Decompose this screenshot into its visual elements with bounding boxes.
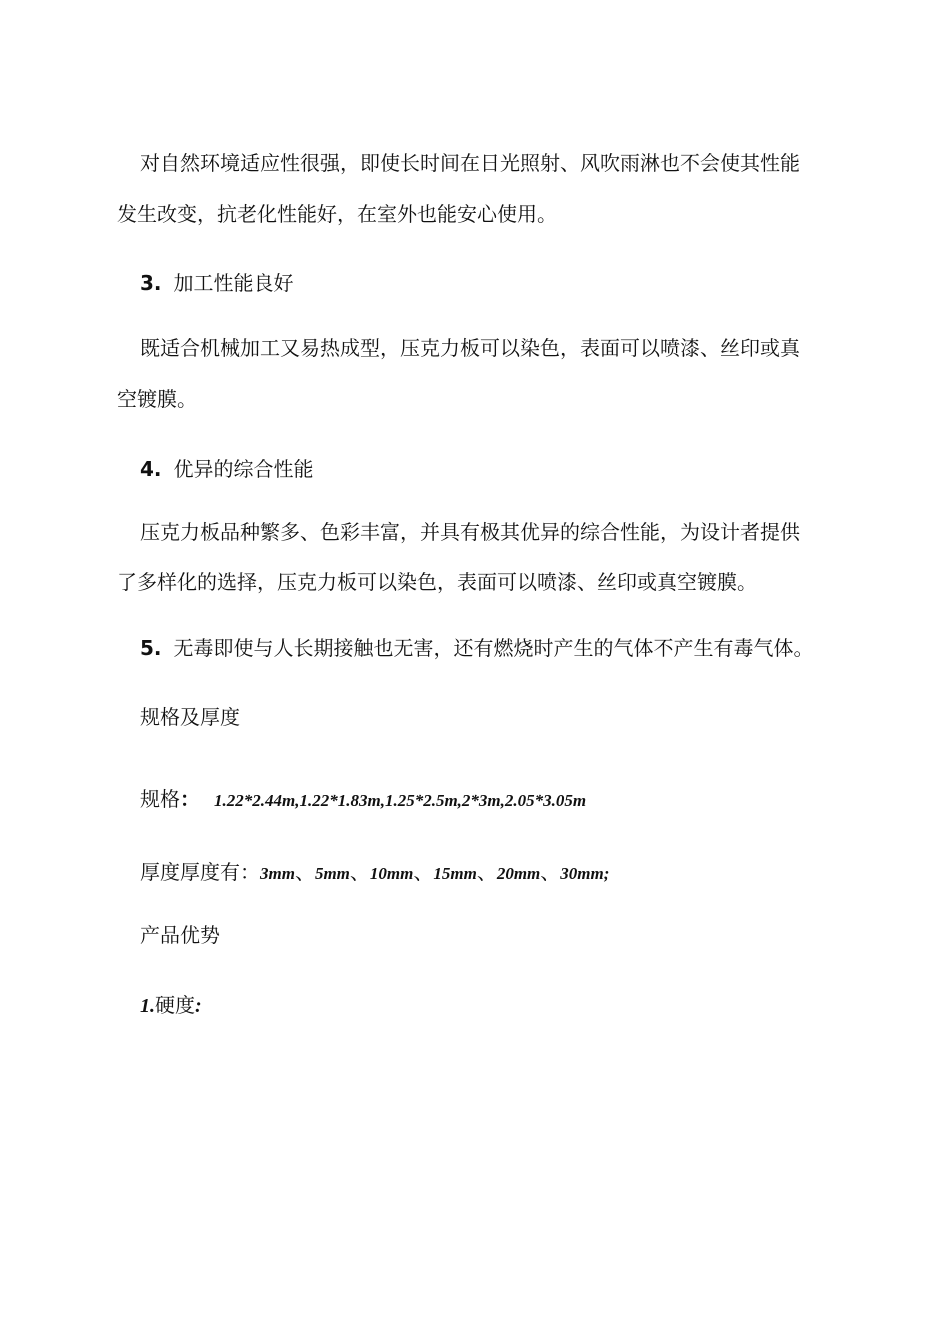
- section-5-number: 5.: [140, 636, 162, 660]
- section-3-heading: [0, 269, 950, 297]
- section-4-heading: [0, 455, 950, 483]
- spec-value: 1.22*2.44m,1.22*1.83m,1.25*2.5m,2*3m,2.05*3.05m: [214, 791, 587, 810]
- section-3-line-1: 既适合机械加工又易热成型，压克力板可以染色，表面可以喷漆、丝印或真: [140, 336, 800, 360]
- thickness-value: 3mm: [260, 864, 295, 883]
- section-4-line-2: 了多样化的选择，压克力板可以染色，表面可以喷漆、丝印或真空镀膜。: [117, 570, 757, 594]
- thickness-value: 30mm: [560, 864, 604, 883]
- section-4-number: 4.: [140, 457, 162, 481]
- section-5-line: [0, 634, 950, 662]
- hardness-colon: :: [195, 995, 202, 1017]
- thickness-separator: 、: [349, 860, 370, 884]
- section-3-number: 3.: [140, 271, 162, 295]
- section-4-line-1: 压克力板品种繁多、色彩丰富，并具有极其优异的综合性能，为设计者提供: [140, 520, 800, 544]
- thickness-line: [0, 858, 950, 888]
- section-5-text: 无毒即使与人长期接触也无害，还有燃烧时产生的气体不产生有毒气体。: [173, 636, 814, 660]
- thickness-separator: 、: [294, 860, 315, 884]
- hardness-label: 硬度: [155, 993, 195, 1017]
- specs-heading: 规格及厚度: [140, 705, 240, 729]
- hardness-heading: [0, 991, 950, 1020]
- thickness-label: 厚度厚度有：: [140, 860, 260, 884]
- section-3-title: 加工性能良好: [173, 271, 294, 295]
- thickness-separator: 、: [540, 860, 561, 884]
- spec-colon: ：: [180, 787, 200, 811]
- hardness-number: 1.: [140, 995, 155, 1017]
- paragraph-1-line-1: 对自然环境适应性很强，即使长时间在日光照射、风吹雨淋也不会使其性能: [140, 151, 800, 175]
- paragraph-1-line-2: 发生改变，抗老化性能好，在室外也能安心使用。: [117, 202, 557, 226]
- spec-label: 规格: [140, 787, 180, 811]
- thickness-separator: 、: [413, 860, 434, 884]
- section-3-line-2: 空镀膜。: [117, 387, 197, 411]
- advantages-heading: 产品优势: [140, 923, 220, 947]
- thickness-value: 15mm: [433, 864, 477, 883]
- thickness-separator: 、: [476, 860, 497, 884]
- thickness-value: 20mm: [496, 864, 541, 883]
- thickness-end: ;: [603, 864, 610, 883]
- thickness-value: 10mm: [369, 864, 414, 883]
- section-4-title: 优异的综合性能: [173, 457, 314, 481]
- spec-line: [0, 785, 950, 815]
- thickness-value: 5mm: [314, 864, 350, 883]
